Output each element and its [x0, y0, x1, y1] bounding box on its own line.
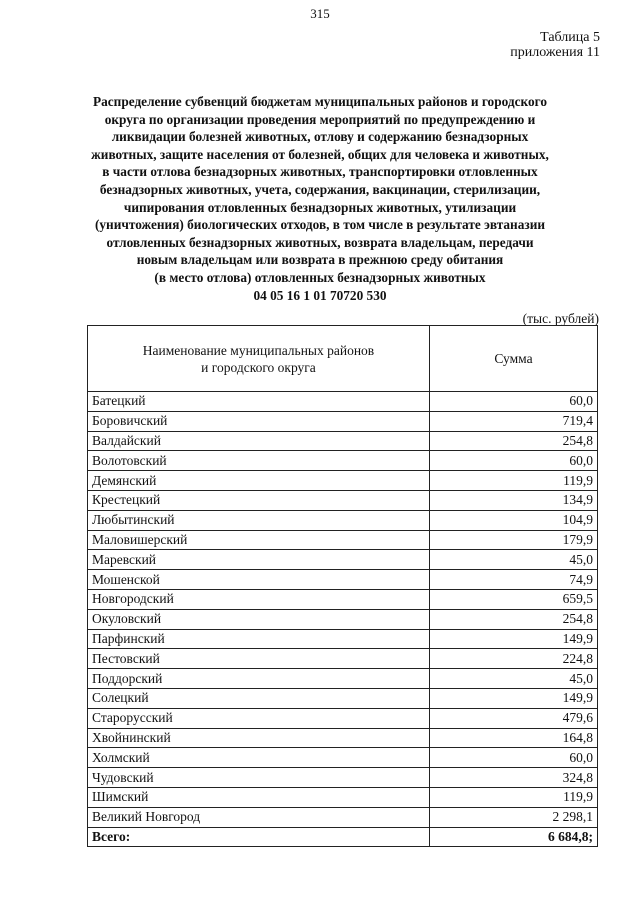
table-row [88, 530, 598, 550]
units-label: (тыс. рублей) [522, 311, 599, 326]
district-name: Валдайский [88, 431, 430, 451]
district-sum: 74,9 [430, 570, 598, 590]
table-row [88, 708, 598, 728]
table-row [88, 570, 598, 590]
table-row [88, 510, 598, 530]
district-sum: 149,9 [430, 629, 598, 649]
title-line: животных, защите населения от болезней, общих для человека и животных, [91, 146, 549, 162]
district-name: Маревский [88, 550, 430, 570]
district-sum: 60,0 [430, 392, 598, 412]
district-name: Крестецкий [88, 490, 430, 510]
title-line: отловленных безнадзорных животных, возврата владельцам, передачи [106, 234, 534, 250]
table-row [88, 669, 598, 689]
title-line: (в место отлова) отловленных безнадзорных животных [154, 269, 486, 285]
document-title [60, 93, 580, 304]
district-sum: 659,5 [430, 589, 598, 609]
district-sum: 104,9 [430, 510, 598, 530]
district-name: Чудовский [88, 768, 430, 788]
total-label: Всего: [88, 827, 430, 847]
district-sum: 719,4 [430, 411, 598, 431]
district-name: Шимский [88, 787, 430, 807]
table-row [88, 550, 598, 570]
district-sum: 479,6 [430, 708, 598, 728]
district-sum: 2 298,1 [430, 807, 598, 827]
title-line: в части отлова безнадзорных животных, транспортировки отловленных [102, 164, 538, 180]
attachment-table-number: Таблица 5 [540, 30, 600, 45]
subsidy-table [87, 325, 598, 847]
header-name-line2: и городского округа [201, 359, 316, 375]
table-row [88, 609, 598, 629]
table-row [88, 411, 598, 431]
district-sum: 60,0 [430, 451, 598, 471]
title-line: чипирования отловленных безнадзорных животных, утилизации [123, 199, 517, 215]
district-sum: 45,0 [430, 550, 598, 570]
table-row [88, 431, 598, 451]
district-name: Мошенской [88, 570, 430, 590]
district-name: Окуловский [88, 609, 430, 629]
attachment-label [510, 30, 600, 60]
table-row [88, 392, 598, 412]
page-number: 315 [310, 6, 330, 21]
district-sum: 119,9 [430, 471, 598, 491]
district-sum: 224,8 [430, 649, 598, 669]
district-sum: 179,9 [430, 530, 598, 550]
table-row [88, 728, 598, 748]
district-name: Батецкий [88, 392, 430, 412]
district-name: Боровичский [88, 411, 430, 431]
district-name: Великий Новгород [88, 807, 430, 827]
table-row [88, 807, 598, 827]
district-sum: 149,9 [430, 688, 598, 708]
table-row [88, 589, 598, 609]
attachment-appendix-number: приложения 11 [510, 45, 600, 60]
district-name: Старорусский [88, 708, 430, 728]
table-row [88, 451, 598, 471]
district-name: Холмский [88, 748, 430, 768]
district-name: Поддорский [88, 669, 430, 689]
district-sum: 45,0 [430, 669, 598, 689]
total-row [88, 827, 598, 847]
district-name: Демянский [88, 471, 430, 491]
header-sum: Сумма [430, 326, 598, 392]
district-name: Пестовский [88, 649, 430, 669]
district-sum: 60,0 [430, 748, 598, 768]
district-sum: 134,9 [430, 490, 598, 510]
title-line: округа по организации проведения мероприятий по предупреждению и [104, 111, 536, 127]
table-header-row [88, 326, 598, 392]
district-name: Хвойнинский [88, 728, 430, 748]
table-row [88, 787, 598, 807]
district-sum: 164,8 [430, 728, 598, 748]
table-row [88, 768, 598, 788]
title-line: новым владельцам или возврата в прежнюю среду обитания [136, 252, 504, 268]
table-row [88, 649, 598, 669]
title-line: безнадзорных животных, учета, содержания, вакцинации, стерилизации, [99, 181, 541, 197]
header-name-line1: Наименование муниципальных районов [142, 342, 375, 358]
table-row [88, 748, 598, 768]
district-name: Парфинский [88, 629, 430, 649]
table-row [88, 629, 598, 649]
district-sum: 254,8 [430, 609, 598, 629]
district-name: Маловишерский [88, 530, 430, 550]
district-sum: 119,9 [430, 787, 598, 807]
title-line: ликвидации болезней животных, отлову и содержанию безнадзорных [111, 129, 529, 145]
total-value: 6 684,8; [430, 827, 598, 847]
table-row [88, 688, 598, 708]
district-sum: 254,8 [430, 431, 598, 451]
title-line: (уничтожения) биологических отходов, в том числе в результате эвтаназии [94, 217, 546, 233]
district-name: Любытинский [88, 510, 430, 530]
budget-code: 04 05 16 1 01 70720 530 [253, 287, 387, 303]
table-row [88, 471, 598, 491]
title-line: Распределение субвенций бюджетам муниципальных районов и городского [92, 94, 547, 109]
district-name: Солецкий [88, 688, 430, 708]
header-name [88, 326, 430, 392]
district-name: Новгородский [88, 589, 430, 609]
district-name: Волотовский [88, 451, 430, 471]
district-sum: 324,8 [430, 768, 598, 788]
table-row [88, 490, 598, 510]
